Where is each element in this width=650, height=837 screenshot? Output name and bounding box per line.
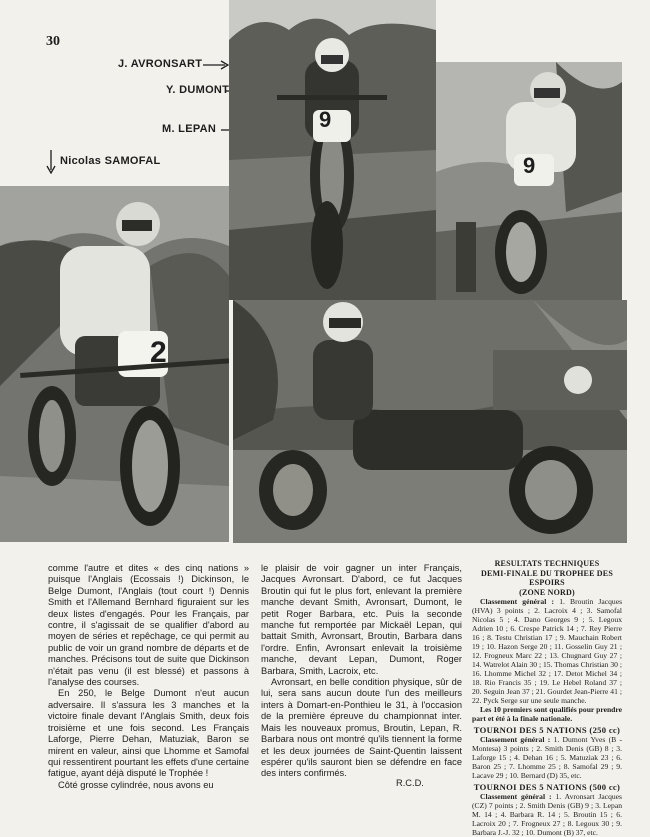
article-paragraph: le plaisir de voir gagner un inter Français, Jacques Avronsart. D'abord, ce fut Jacques Broutin qui fut le plus fort, enlevant la première manche devant Smith, Avronsart, Dumont, le petit Roger Barbara, etc. Puis la seconde manche fut remportée par Mickaël Lepan, qui battait Smith, Avronsart, Broutin, Barbara dans l'ordre. Enfin, Avronsart enlevait la troisième manche, devant Lepan, Dumont, Roger Barbara, Smith, Lacroix, etc. [261, 563, 462, 676]
caption-lepan-text: M. LEPAN [162, 123, 217, 135]
caption-avronsart [118, 58, 202, 70]
arrow-down-icon [46, 150, 56, 174]
number-plate-dumont: 9 [319, 107, 332, 132]
photo-avronsart [233, 300, 627, 543]
page-number: 30 [46, 34, 60, 49]
photo-dumont [229, 0, 436, 300]
photo-lepan [436, 62, 622, 300]
article-paragraph: En 250, le Belge Dumont n'eut aucun adversaire. Il s'assura les 3 manches et la victoire finale devant l'Anglais Smith, deux fois troisième et une fois second. Les Français Laforge, Pierre Dehan, Matuziak, Baron se mirent en valeur, ainsi que Lhomme et Samofal qui ressentirent pourtant les effets d'une certaine fatigue, ayant déjà disputé le Trophée ! [48, 688, 249, 779]
arrow-right-icon [203, 60, 229, 70]
caption-dumont-text: Y. DUMONT [166, 84, 230, 96]
caption-samofal-text: Nicolas SAMOFAL [60, 155, 161, 167]
results-heading-line: RESULTATS TECHNIQUES [494, 559, 600, 568]
tournament-500-title: TOURNOI DES 5 NATIONS (500 cc) [473, 782, 621, 792]
caption-samofal [60, 155, 160, 167]
results-text: 1. Dumont Yves (B - Montesa) 3 points ; 2. Smith Denis (GB) 8 ; 3. Laforge 15 ; 4. Dehan 16 ; 5. Matuziak 23 ; 6. Baron 25 ; 7. Lhomme 25 ; 8. Samofal 29 ; 9. Lacave 29 ; 10. Bernard (D) 35, etc. [472, 735, 622, 780]
results-heading-line: DEMI-FINALE DU TROPHEE DES ESPOIRS [481, 568, 613, 587]
results-block-500 [472, 792, 622, 837]
qualified-note: Les 10 premiers sont qualifiés pour prendre part et été à la finale nationale. [472, 705, 622, 723]
caption-lepan [162, 123, 216, 135]
results-text: 1. Broutin Jacques (HVA) 3 points ; 2. Lacroix 4 ; 3. Samofal Nicolas 5 ; 4. Dano Georges 9 ; 5. Legoux Adrien 10 ; 6. Crespe Patrick 14 ; 7. Rey Pierre 16 ; 8. Testu Christian 17 ; 9. Mauchain Robert 19 ; 10. Hazon Serge 20 ; 11. Gosselin Guy 21 ; 12. Frogneux Marc 22 ; 13. Chugnard Guy 27 ; 14. Watrelot Alain 30 ; 15. Thomas Christian 30 ; 16. Lhomme Michel 32 ; 17. Detot Michel 34 ; 18. Rio Francis 35 ; 19. Le Hebel Roland 37 ; 20. Seguin Jean 37 ; 21. Gourdet Jean-Pierre 41 ; 22. Pyck Serge sur une seule manche. [472, 597, 623, 705]
article-paragraph: Côté grosse cylindrée, nous avons eu [58, 779, 214, 790]
tournament-250-title: TOURNOI DES 5 NATIONS (250 cc) [473, 725, 621, 735]
results-label: Classement général : [480, 597, 555, 606]
results-column [472, 559, 622, 837]
results-label: Classement général : [480, 792, 552, 801]
results-block-250 [472, 735, 622, 780]
article-column-1 [48, 563, 249, 791]
results-label: Classement général : [480, 735, 551, 744]
caption-avronsart-text: J. AVRONSART [118, 58, 203, 70]
results-text: 1. Avronsart Jacques (CZ) 7 points ; 2. Smith Denis (GB) 9 ; 3. Lepan M. 14 ; 4. Barbara R. 14 ; 5. Broutin 15 ; 6. Lacroix 20 ; 7. Frogneux 27 ; 8. Legoux 30 ; 9. Barbara J.-J. 32 ; 10. Dumont (B) 37, etc. [472, 792, 622, 837]
article-paragraph: Avronsart, en belle condition physique, sûr de lui, sera sans aucun doute l'un des meilleurs inters à Domart-en-Ponthieu le 31, à l'occasion de la première épreuve du championnat inter. Mais les nouveaux promus, Broutin, Lepan, R. Barbara nous ont montré qu'ils tiennent la forme et les deux journées de Saint-Quentin laissent espérer qu'ils sauront bien se défendre en face des inters confirmés. [261, 677, 462, 779]
results-block-espoirs [472, 597, 622, 705]
caption-dumont [166, 84, 229, 96]
article-column-2 [261, 563, 462, 780]
number-plate-samofal: 2 [150, 336, 167, 369]
signature: R.C.D. [396, 778, 424, 788]
article-paragraph: comme l'autre et dites « des cinq nations » puisque l'Anglais (Ecossais !) Dickinson, le Belge Dumont, l'Anglais (tout court !) Dennis Smith et l'Allemand Bernhard figuraient sur les deux listes d'engagés. Pour les Français, par contre, il s'agissait de se qualifier d'abord au moyen de séries et repêchage, ce qui permit au public de voir un grand nombre de départs et de manches. Précisons tout de suite que Dickinson n'était pas venu (il est blessé) et passons à l'analyse des courses. [48, 563, 249, 688]
number-plate-lepan: 9 [523, 153, 536, 178]
results-heading-line: (ZONE NORD) [519, 587, 575, 597]
photo-samofal [0, 186, 229, 542]
